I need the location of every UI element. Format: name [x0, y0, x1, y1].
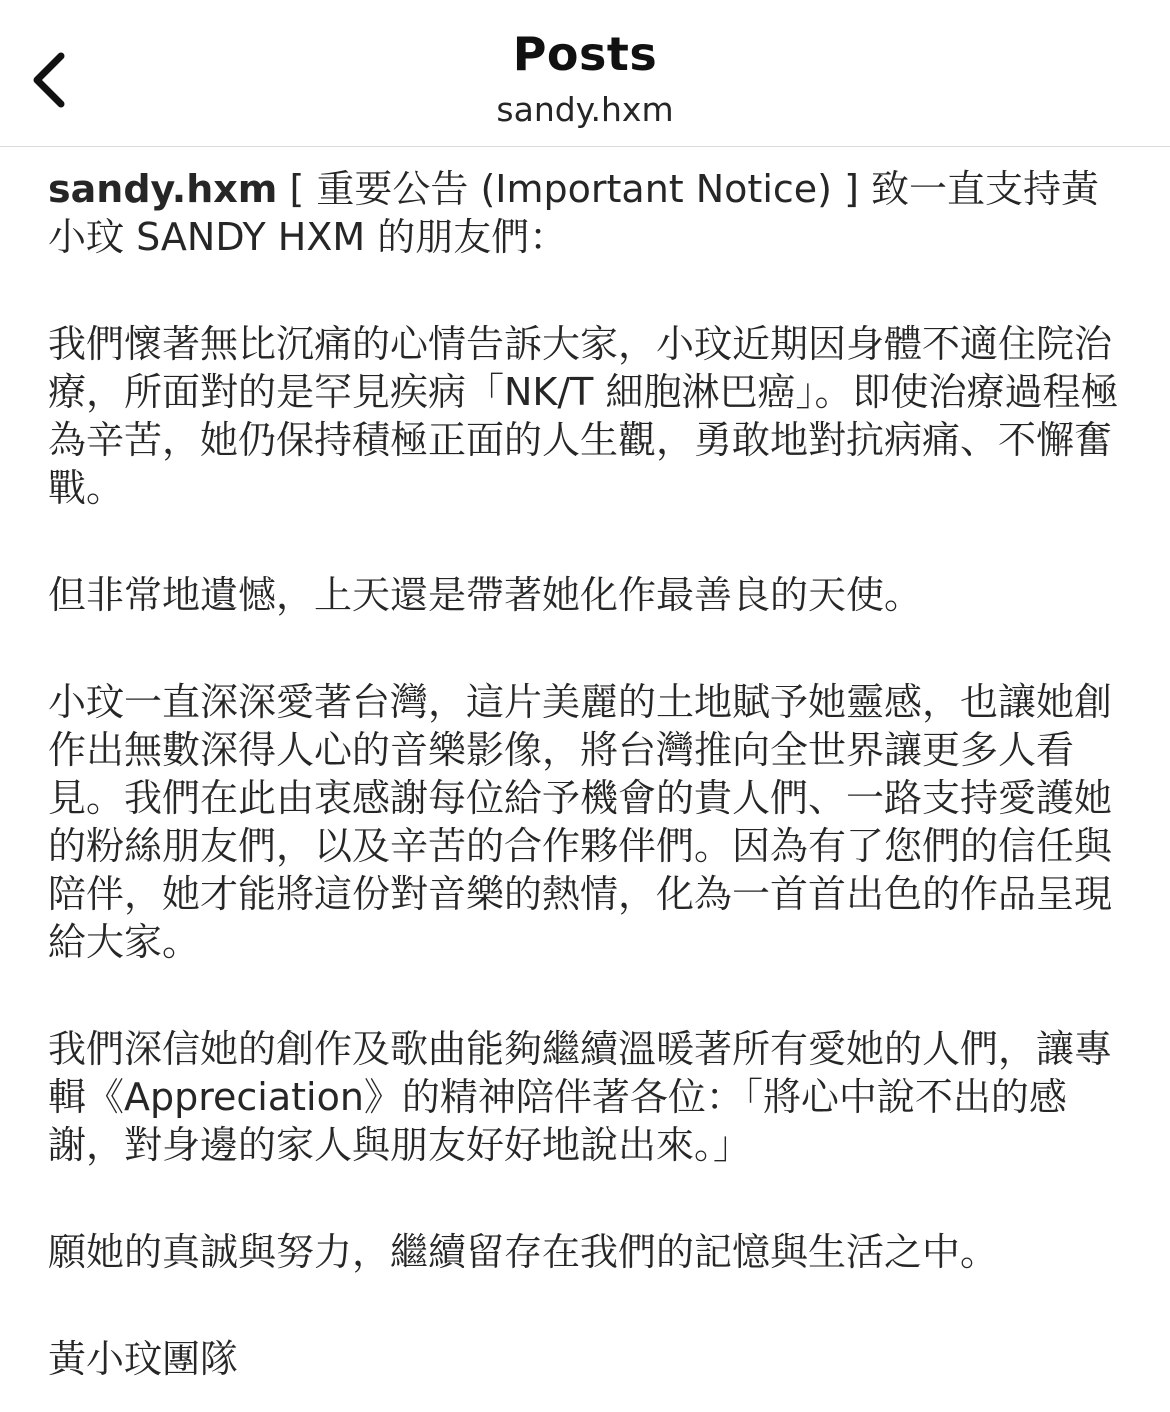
caption-paragraph: 但非常地遺憾，上天還是帶著她化作最善良的天使。: [48, 573, 923, 617]
paragraph-gap: [48, 619, 1130, 678]
page-subtitle-username: sandy.hxm: [496, 90, 674, 129]
caption-paragraph: 小玟一直深深愛著台灣，這片美麗的土地賦予她靈感，也讓她創作出無數深得人心的音樂影像，將台灣推向全世界讓更多人看見。我們在此由衷感謝每位給予機會的貴人們、一路支持愛護她的粉絲朋友們，以及辛苦的合作夥伴們。因為有了您們的信任與陪伴，她才能將這份對音樂的熱情，化為一首首出色的作品呈現給大家。: [48, 680, 1113, 964]
post-caption: [48, 165, 1130, 1383]
paragraph-gap: [48, 512, 1130, 571]
caption-paragraph: 願她的真誠與努力，繼續留存在我們的記憶與生活之中。: [48, 1230, 999, 1274]
page-title: Posts: [512, 27, 658, 81]
paragraph-gap: [48, 1276, 1130, 1335]
paragraph-gap: [48, 261, 1130, 320]
caption-username-link[interactable]: sandy.hxm: [48, 167, 278, 211]
caption-intro-text: [ 重要公告 (Important Notice) ] 致一直支持黃小玟 SANDY HXM 的朋友們：: [48, 167, 1099, 259]
caption-paragraph: 我們深信她的創作及歌曲能夠繼續溫暖著所有愛她的人們，讓專輯《Appreciation》的精神陪伴著各位：「將心中說不出的感謝，對身邊的家人與朋友好好地說出來。」: [48, 1027, 1113, 1167]
caption-paragraph: 我們懷著無比沉痛的心情告訴大家，小玟近期因身體不適住院治療，所面對的是罕見疾病「NK/T 細胞淋巴癌」。即使治療過程極為辛苦，她仍保持積極正面的人生觀，勇敢地對抗病痛、不懈奮戰。: [48, 322, 1119, 510]
top-navigation-bar: [0, 0, 1170, 147]
paragraph-gap: [48, 966, 1130, 1025]
caption-signature: 黃小玟團隊: [48, 1337, 239, 1381]
caption-intro: [48, 165, 1130, 261]
header-title-group: [0, 26, 1170, 130]
paragraph-gap: [48, 1169, 1130, 1228]
